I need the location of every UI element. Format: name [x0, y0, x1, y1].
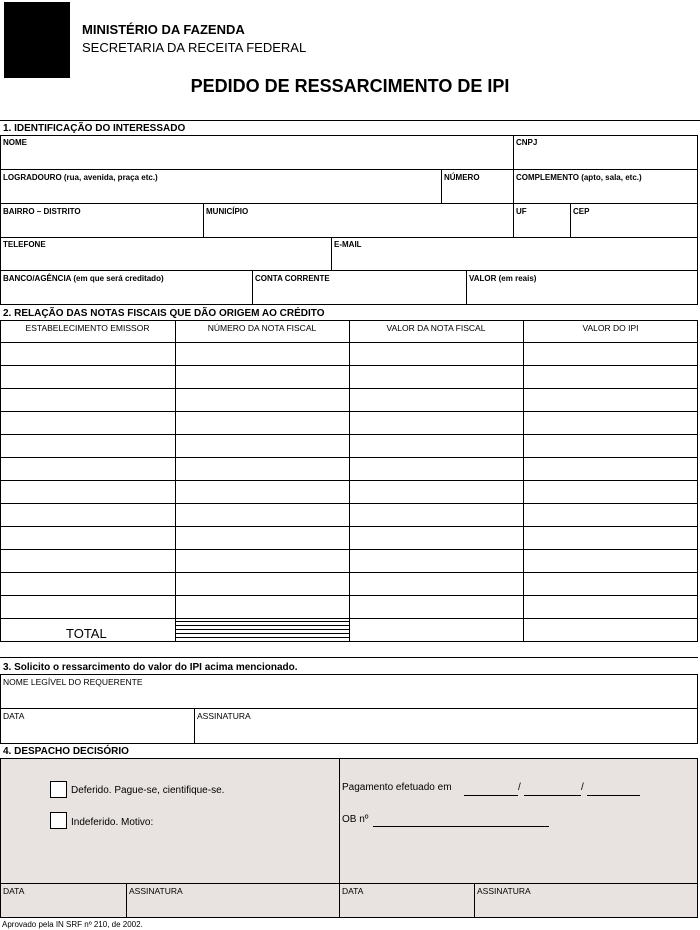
table-row[interactable] — [0, 480, 698, 481]
section-divider — [0, 120, 700, 121]
pagamento-data-field[interactable]: DATA — [342, 886, 364, 896]
pagamento-day-line[interactable] — [464, 795, 518, 796]
section2-title: 2. RELAÇÃO DAS NOTAS FISCAIS QUE DÃO ORIGEM AO CRÉDITO — [3, 308, 325, 319]
table-row[interactable] — [0, 388, 698, 389]
section1-title: 1. IDENTIFICAÇÃO DO INTERESSADO — [3, 123, 186, 134]
nome-requerente-field[interactable]: NOME LEGÍVEL DO REQUERENTE — [3, 677, 143, 687]
total-rule — [175, 637, 349, 638]
secretaria-name: SECRETARIA DA RECEITA FEDERAL — [82, 40, 307, 55]
table-row[interactable] — [0, 549, 698, 550]
ministry-name: MINISTÉRIO DA FAZENDA — [82, 22, 245, 37]
telefone-field[interactable]: TELEFONE — [3, 240, 46, 249]
cep-field[interactable]: CEP — [573, 207, 590, 216]
row-line — [0, 203, 698, 204]
banco-field[interactable]: BANCO/AGÊNCIA (em que será creditado) — [3, 274, 164, 283]
date-slash: / — [581, 782, 584, 793]
table-col-line — [523, 320, 524, 642]
col-line — [126, 883, 127, 918]
bairro-field[interactable]: BAIRRO – DISTRITO — [3, 207, 81, 216]
table-row[interactable] — [0, 572, 698, 573]
table-col-line — [175, 320, 176, 642]
deferido-label: Deferido. Pague-se, cientifique-se. — [71, 785, 225, 796]
conta-field[interactable]: CONTA CORRENTE — [255, 274, 330, 283]
section3-title: 3. Solicito o ressarcimento do valor do IPI acima mencionado. — [3, 662, 298, 673]
table-row[interactable] — [0, 434, 698, 435]
ob-line[interactable] — [373, 826, 549, 827]
deferido-checkbox[interactable] — [50, 781, 67, 798]
col-header-numero: NÚMERO DA NOTA FISCAL — [207, 323, 317, 333]
table-col-line — [349, 320, 350, 642]
table-row[interactable] — [0, 503, 698, 504]
col-line — [203, 203, 204, 237]
total-rule — [175, 629, 349, 630]
pagamento-label: Pagamento efetuado em — [342, 782, 452, 793]
col-line — [252, 270, 253, 305]
row-line — [0, 169, 698, 170]
col-line — [441, 169, 442, 203]
col-line — [339, 758, 340, 918]
col-line — [513, 203, 514, 237]
row-line — [0, 270, 698, 271]
total-rule — [175, 621, 349, 622]
section-divider — [0, 657, 698, 658]
total-rule — [175, 633, 349, 634]
table-row[interactable] — [0, 618, 698, 619]
data-field[interactable]: DATA — [3, 711, 25, 721]
col-line — [513, 135, 514, 169]
section4-title: 4. DESPACHO DECISÓRIO — [3, 746, 129, 757]
date-slash: / — [518, 782, 521, 793]
table-row[interactable] — [0, 457, 698, 458]
indeferido-checkbox[interactable] — [50, 812, 67, 829]
despacho-data-field[interactable]: DATA — [3, 886, 25, 896]
ob-label: OB nº — [342, 814, 369, 825]
col-line — [466, 270, 467, 305]
cnpj-field[interactable]: CNPJ — [516, 138, 538, 147]
nome-field[interactable]: NOME — [3, 138, 27, 147]
table-row[interactable] — [0, 365, 698, 366]
municipio-field[interactable]: MUNICÍPIO — [206, 207, 249, 216]
despacho-assinatura-field[interactable]: ASSINATURA — [129, 886, 183, 896]
table-row[interactable] — [0, 411, 698, 412]
row-line — [0, 708, 698, 709]
approval-note: Aprovado pela IN SRF nº 210, de 2002. — [2, 920, 143, 929]
assinatura-field[interactable]: ASSINATURA — [197, 711, 251, 721]
total-label: TOTAL — [66, 626, 107, 641]
col-line — [331, 237, 332, 270]
email-field[interactable]: E-MAIL — [334, 240, 362, 249]
row-line — [0, 883, 698, 884]
uf-field[interactable]: UF — [516, 207, 527, 216]
col-header-valor-nota: VALOR DA NOTA FISCAL — [386, 323, 486, 333]
logradouro-field[interactable]: LOGRADOURO (rua, avenida, praça etc.) — [3, 173, 158, 182]
pagamento-month-line[interactable] — [524, 795, 581, 796]
col-line — [474, 883, 475, 918]
col-line — [194, 708, 195, 744]
valor-field[interactable]: VALOR (em reais) — [469, 274, 537, 283]
col-header-valor-ipi: VALOR DO IPI — [582, 323, 639, 333]
form-title: PEDIDO DE RESSARCIMENTO DE IPI — [190, 76, 510, 96]
total-rule — [175, 625, 349, 626]
row-line — [0, 237, 698, 238]
table-row[interactable] — [0, 595, 698, 596]
ministry-logo — [4, 2, 70, 78]
pagamento-assinatura-field[interactable]: ASSINATURA — [477, 886, 531, 896]
col-line — [570, 203, 571, 237]
col-header-emissor: ESTABELECIMENTO EMISSOR — [25, 323, 150, 333]
pagamento-year-line[interactable] — [587, 795, 640, 796]
indeferido-label: Indeferido. Motivo: — [71, 817, 154, 828]
table-row[interactable] — [0, 526, 698, 527]
complemento-field[interactable]: COMPLEMENTO (apto, sala, etc.) — [516, 173, 642, 182]
col-line — [513, 169, 514, 203]
numero-field[interactable]: NÚMERO — [444, 173, 480, 182]
